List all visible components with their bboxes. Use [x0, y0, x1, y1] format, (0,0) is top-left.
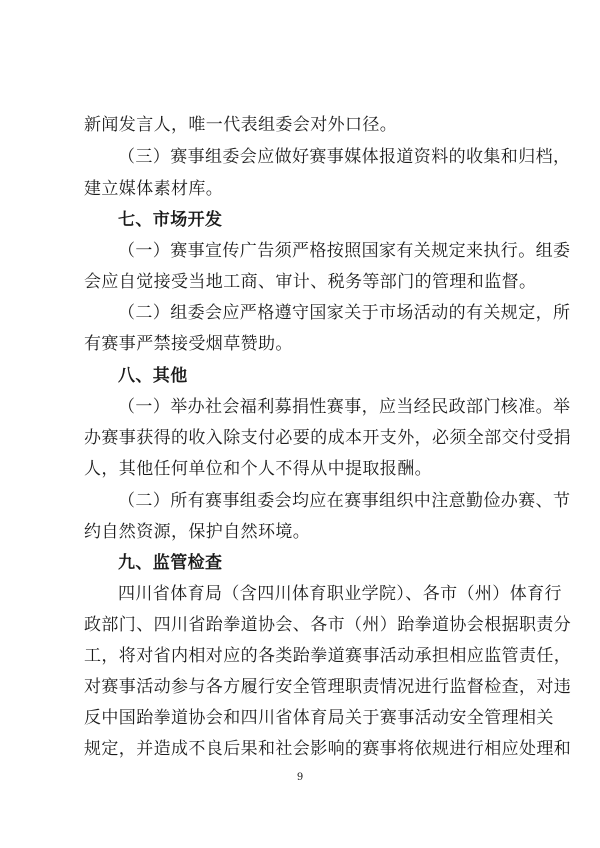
body-text-line: 新闻发言人，唯一代表组委会对外口径。 [84, 115, 398, 135]
body-text-line: （三）赛事组委会应做好赛事媒体报道资料的收集和归档， [118, 147, 571, 167]
section-heading-market-development: 七、市场开发 [118, 210, 223, 230]
body-text-line: 办赛事获得的收入除支付必要的成本开支外，必须全部交付受捐 [84, 428, 572, 448]
body-text-line: 工，将对省内相对应的各类跆拳道赛事活动承担相应监管责任， [84, 646, 572, 666]
body-text-line: 有赛事严禁接受烟草赞助。 [84, 334, 293, 354]
body-text-line: 对赛事活动参与各方履行安全管理职责情况进行监督检查，对违 [84, 677, 572, 697]
body-text-line: 人，其他任何单位和个人不得从中提取报酬。 [84, 459, 432, 479]
body-text-line: 政部门、四川省跆拳道协会、各市（州）跆拳道协会根据职责分 [84, 615, 572, 635]
body-text-line: 会应自觉接受当地工商、审计、税务等部门的管理和监督。 [84, 272, 537, 292]
body-text-line: （二）组委会应严格遵守国家关于市场活动的有关规定，所 [118, 303, 571, 323]
body-text-line: 约自然资源，保护自然环境。 [84, 522, 311, 542]
body-text-line: （一）举办社会福利募捐性赛事，应当经民政部门核准。举 [118, 397, 571, 417]
body-text-line: 规定，并造成不良后果和社会影响的赛事将依规进行相应处理和 [84, 739, 572, 759]
body-text-line: 四川省体育局（含四川体育职业学院）、各市（州）体育行 [118, 584, 562, 604]
body-text-line: （一）赛事宣传广告须严格按照国家有关规定来执行。组委 [118, 241, 571, 261]
body-text-line: （二）所有赛事组委会均应在赛事组织中注意勤俭办赛、节 [118, 491, 571, 511]
body-text-line: 建立媒体素材库。 [84, 179, 224, 199]
body-text-line: 反中国跆拳道协会和四川省体育局关于赛事活动安全管理相关 [84, 708, 554, 728]
section-heading-supervision: 九、监管检查 [118, 553, 223, 573]
section-heading-other: 八、其他 [118, 366, 188, 386]
page-number: 9 [296, 772, 304, 783]
